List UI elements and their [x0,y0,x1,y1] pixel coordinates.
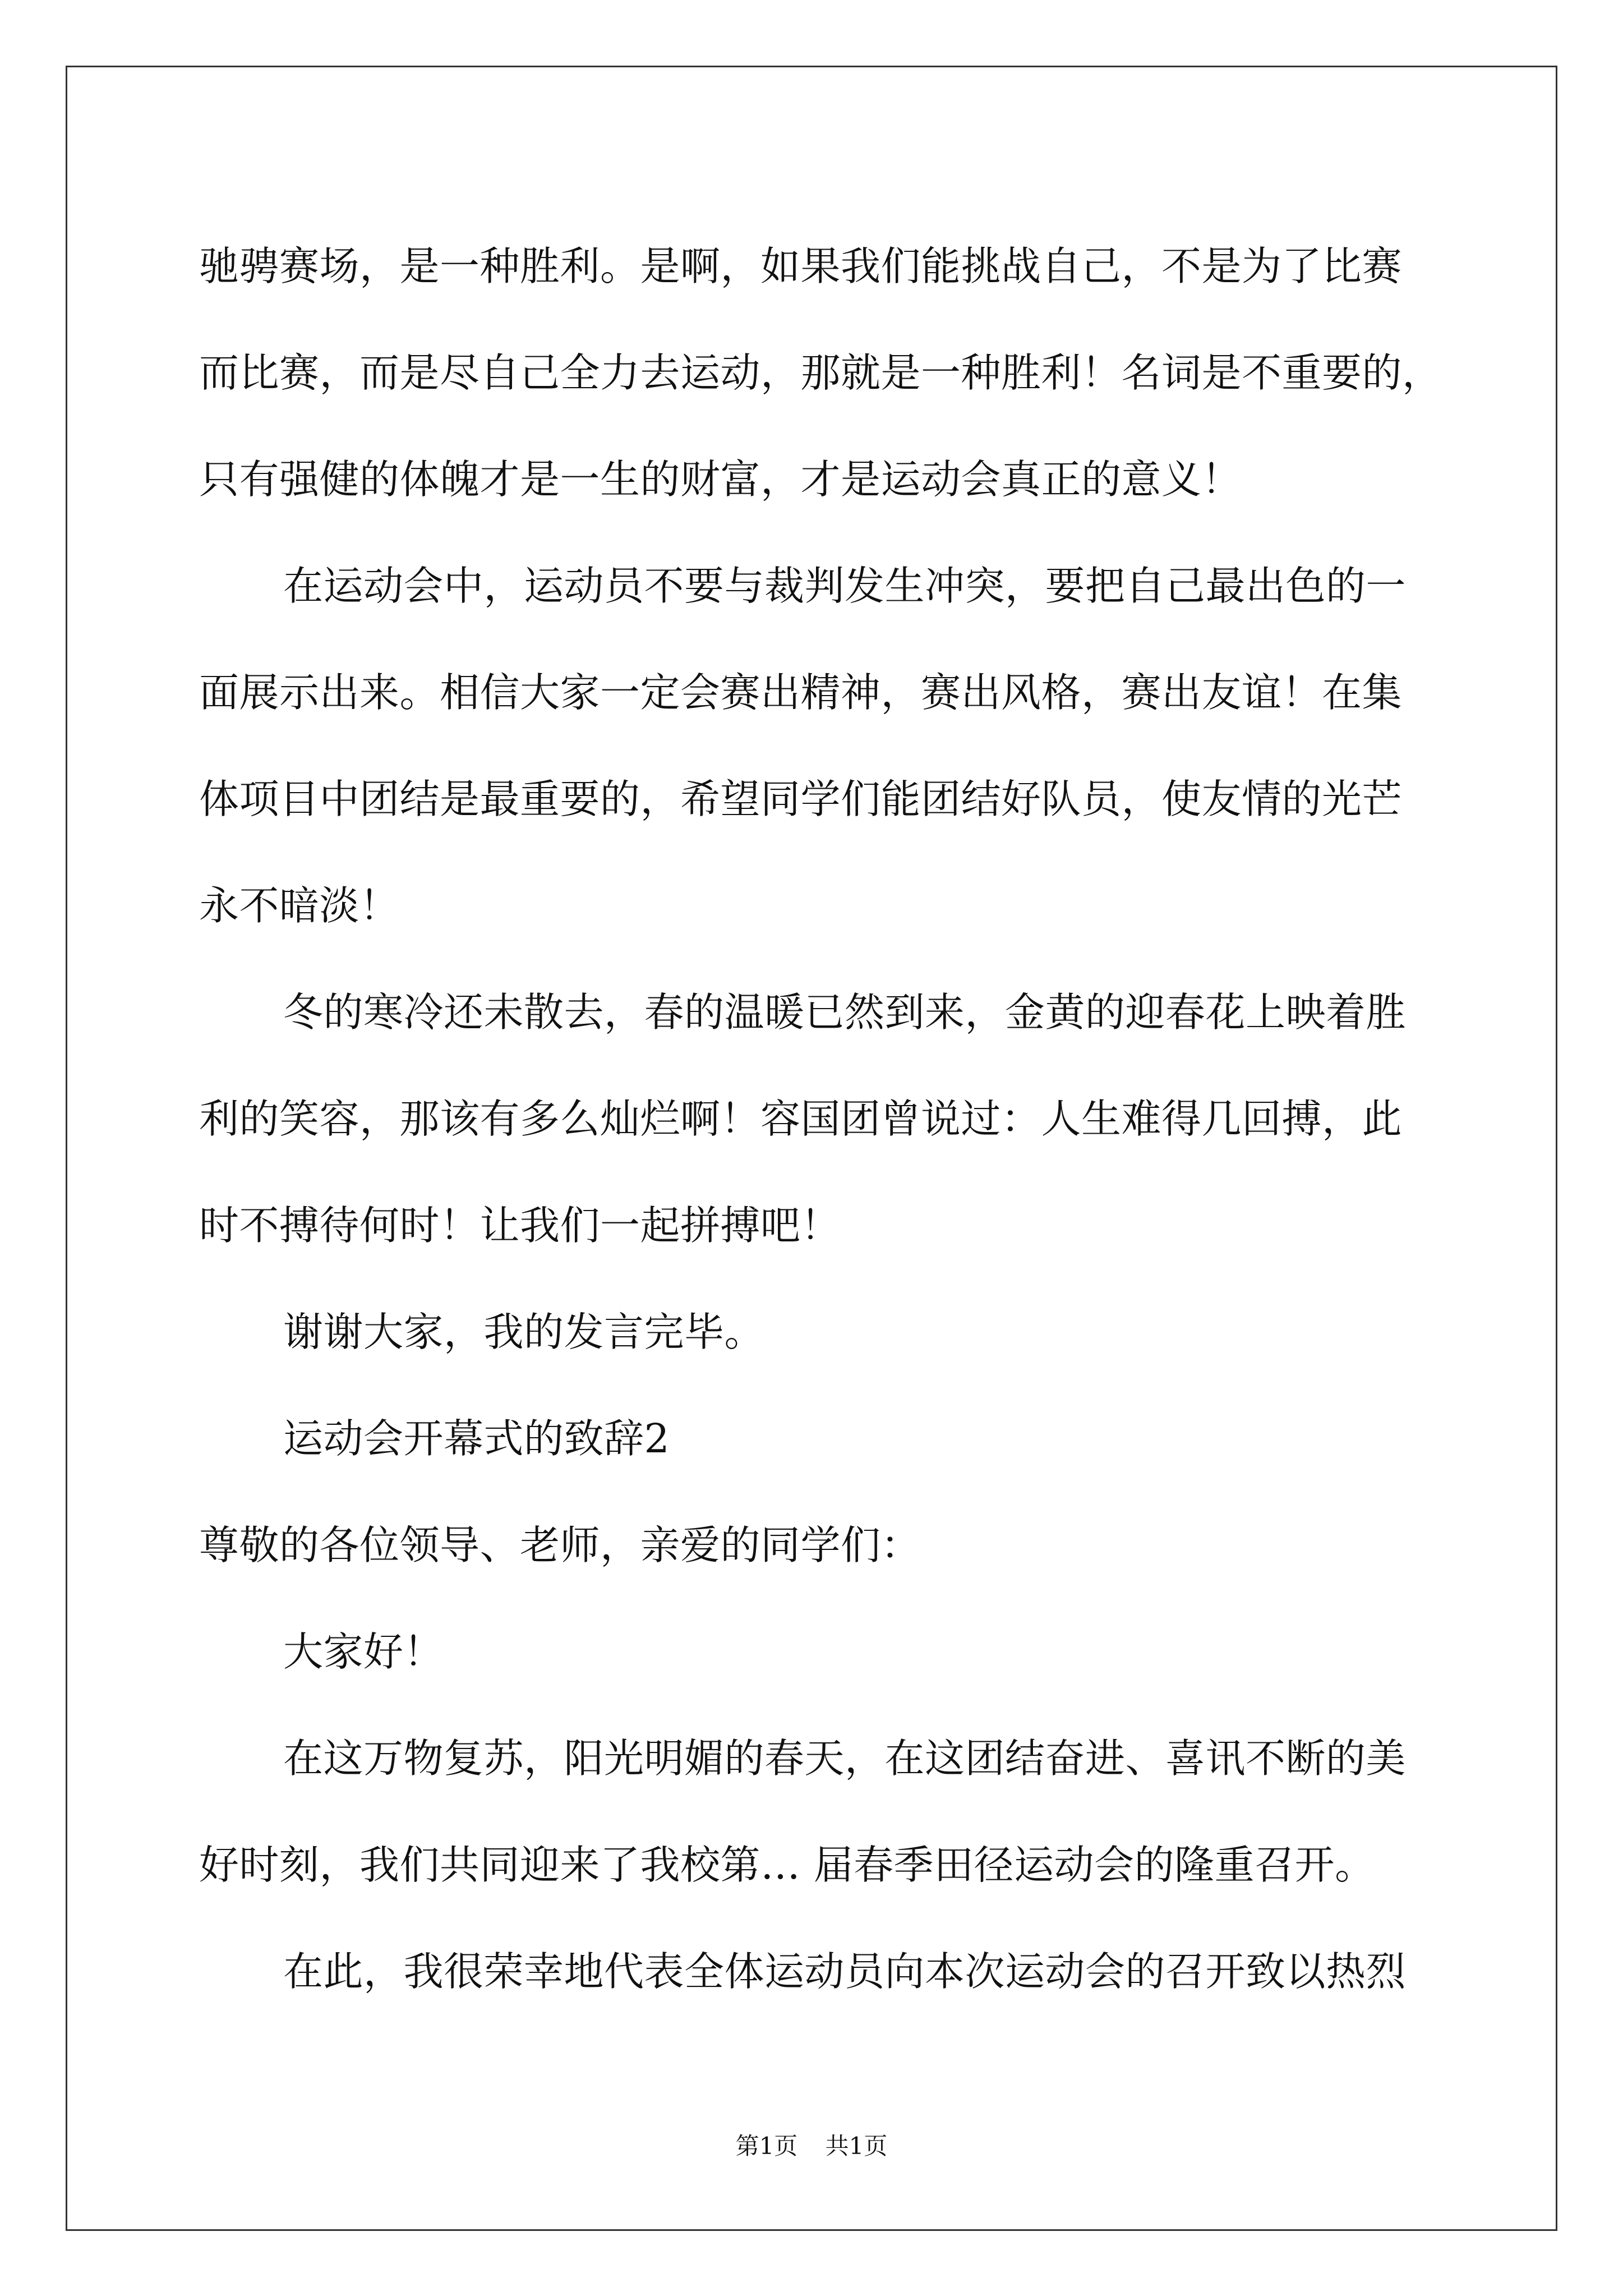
text-line: 在这万物复苏，阳光明媚的春天，在这团结奋进、喜讯不断的美 [283,1735,1407,1782]
text-line: 利的笑容，那该有多么灿烂啊！容国团曾说过：人生难得几回搏，此 [199,1096,1403,1142]
text-line: 面展示出来。相信大家一定会赛出精神，赛出风格，赛出友谊！在集 [199,669,1403,716]
section-heading: 运动会开幕式的致辞2 [283,1415,670,1462]
text-line: 时不搏待何时！让我们一起拼搏吧！ [199,1202,841,1249]
text-line: 在此，我很荣幸地代表全体运动员向本次运动会的召开致以热烈 [283,1948,1407,1995]
text-line: 在运动会中，运动员不要与裁判发生冲突，要把自己最出色的一 [283,563,1407,609]
text-line: 谢谢大家，我的发言完毕。 [283,1309,765,1355]
document-body [199,213,1442,2025]
text-line: 驰骋赛场，是一种胜利。是啊，如果我们能挑战自己，不是为了比赛 [199,243,1403,289]
greeting: 大家好！ [283,1628,444,1675]
text-line: 好时刻，我们共同迎来了我校第… 届春季田径运动会的隆重召开。 [199,1842,1375,1888]
text-line: 体项目中团结是最重要的，希望同学们能团结好队员，使友情的光芒 [199,776,1403,822]
text-line: 而比赛，而是尽自己全力去运动，那就是一种胜利！名词是不重要的， [199,349,1442,396]
page-footer [0,2128,1623,2161]
page-total: 共1页 [825,2132,888,2160]
text-line: 永不暗淡！ [199,882,400,929]
text-line: 冬的寒冷还未散去，春的温暖已然到来，金黄的迎春花上映着胜 [283,989,1407,1036]
page-number: 第1页 [735,2132,798,2160]
salutation: 尊敬的各位领导、老师，亲爱的同学们： [199,1522,921,1568]
text-line: 只有强健的体魄才是一生的财富，才是运动会真正的意义！ [199,456,1242,503]
